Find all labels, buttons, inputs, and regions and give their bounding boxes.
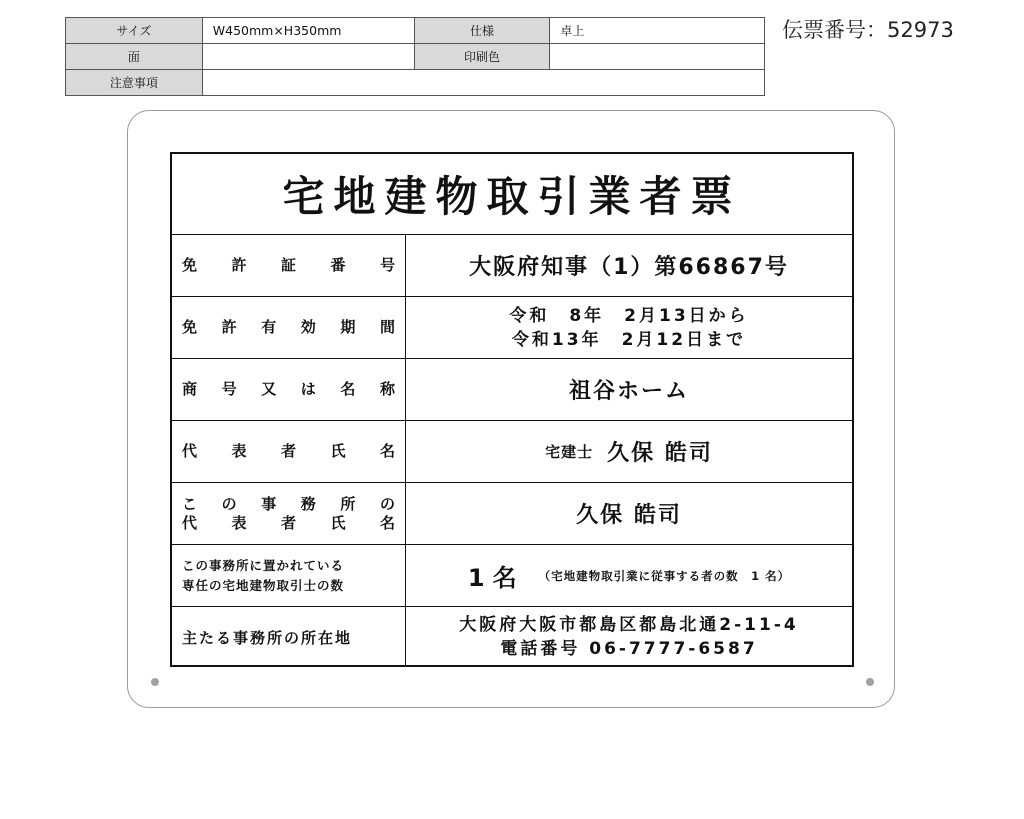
- row-label: [172, 483, 406, 544]
- label-char: 表: [231, 442, 247, 460]
- license-number-row: [172, 235, 852, 297]
- agents-line: [468, 558, 790, 593]
- spec-row: [66, 18, 765, 44]
- label-char: 事: [261, 494, 277, 513]
- label-char: の: [221, 494, 237, 513]
- spec-row: [66, 44, 765, 70]
- mounting-hole: [151, 678, 159, 686]
- label-char: 名: [379, 442, 395, 460]
- office-address-row: [172, 607, 852, 667]
- face-label: 面: [66, 44, 203, 70]
- label-char: 番: [330, 256, 346, 274]
- size-value: W450mm×H350mm: [202, 18, 414, 44]
- agents-value: [406, 545, 852, 606]
- label-char: 氏: [330, 513, 346, 532]
- office-address-label: 主たる事務所の所在地: [182, 628, 353, 647]
- address-text: 大阪府大阪市都島区都島北通2-11-4: [459, 615, 799, 635]
- representative-name: 久保 皓司: [607, 441, 713, 466]
- representative-title: 宅建士: [545, 443, 594, 461]
- row-label: [172, 545, 406, 606]
- label-char: 称: [379, 380, 395, 398]
- label-char: 期: [340, 318, 356, 336]
- label-char: 間: [379, 318, 395, 336]
- label-char: 許: [221, 318, 237, 336]
- label-char: 証: [280, 256, 296, 274]
- label-chars: [182, 318, 395, 337]
- row-label: [172, 235, 406, 296]
- label-char: は: [300, 380, 316, 398]
- license-board: [170, 152, 854, 667]
- label-char: 又: [261, 380, 277, 398]
- office-rep-name: 久保 皓司: [576, 503, 682, 528]
- size-label: サイズ: [66, 18, 203, 44]
- label-char: 所: [340, 494, 356, 513]
- label-char: 効: [300, 318, 316, 336]
- board-title: 宅地建物取引業者票: [172, 154, 852, 235]
- row-label: [172, 297, 406, 358]
- label-char: 名: [340, 380, 356, 398]
- row-label: [172, 359, 406, 420]
- spec-row: [66, 70, 765, 96]
- label-char: 代: [182, 442, 198, 460]
- validity-row: [172, 297, 852, 359]
- trade-name-row: [172, 359, 852, 421]
- row-label: [172, 421, 406, 482]
- agents-note: （宅地建物取引業に従事する者の数 1 名）: [538, 568, 791, 583]
- label-char: 名: [379, 513, 395, 532]
- agents-label-line2: 専任の宅地建物取引士の数: [182, 577, 345, 593]
- label-char: 許: [231, 256, 247, 274]
- label-char: 号: [379, 256, 395, 274]
- notes-label: 注意事項: [66, 70, 203, 96]
- notes-value: [202, 70, 764, 96]
- label-chars: [182, 442, 395, 461]
- label-char: 務: [300, 494, 316, 513]
- label-char: の: [379, 494, 395, 513]
- label-chars-line2: [182, 514, 395, 533]
- label-chars-line1: [182, 495, 395, 514]
- label-char: 免: [182, 256, 198, 274]
- spec-table: [65, 17, 765, 96]
- label-char: 商: [182, 380, 198, 398]
- agents-count: 1名: [467, 564, 525, 592]
- spec-label: 仕様: [414, 18, 550, 44]
- label-char: 者: [280, 442, 296, 460]
- label-char: 免: [182, 318, 198, 336]
- agents-row: [172, 545, 852, 607]
- spec-value: 卓上: [550, 18, 765, 44]
- mounting-hole: [866, 678, 874, 686]
- label-chars: [182, 256, 395, 275]
- representative-value: [406, 421, 852, 482]
- face-value: [202, 44, 414, 70]
- phone-text: 電話番号 06-7777-6587: [500, 639, 758, 659]
- label-char: 有: [261, 318, 277, 336]
- label-char: こ: [182, 494, 198, 513]
- validity-start: 令和 8年 2月13日から: [509, 305, 749, 326]
- row-label: [172, 607, 406, 667]
- label-chars: [182, 380, 395, 399]
- voucher-number: 伝票番号：52973: [782, 18, 954, 42]
- agents-label-line1: この事務所に置かれている: [182, 557, 345, 573]
- office-rep-row: [172, 483, 852, 545]
- trade-name-value: 祖谷ホーム: [568, 379, 689, 404]
- validity-end: 令和13年 2月12日まで: [511, 329, 747, 350]
- print-color-label: 印刷色: [414, 44, 550, 70]
- label-char: 氏: [330, 442, 346, 460]
- validity-value: [406, 297, 852, 358]
- label-char: 表: [231, 513, 247, 532]
- representative-row: [172, 421, 852, 483]
- label-char: 号: [221, 380, 237, 398]
- label-char: 代: [182, 513, 198, 532]
- license-number-value: 大阪府知事（1）第66867号: [469, 255, 789, 280]
- label-char: 者: [280, 513, 296, 532]
- representative-line: [545, 436, 713, 467]
- office-address-value: [406, 607, 852, 667]
- print-color-value: [550, 44, 765, 70]
